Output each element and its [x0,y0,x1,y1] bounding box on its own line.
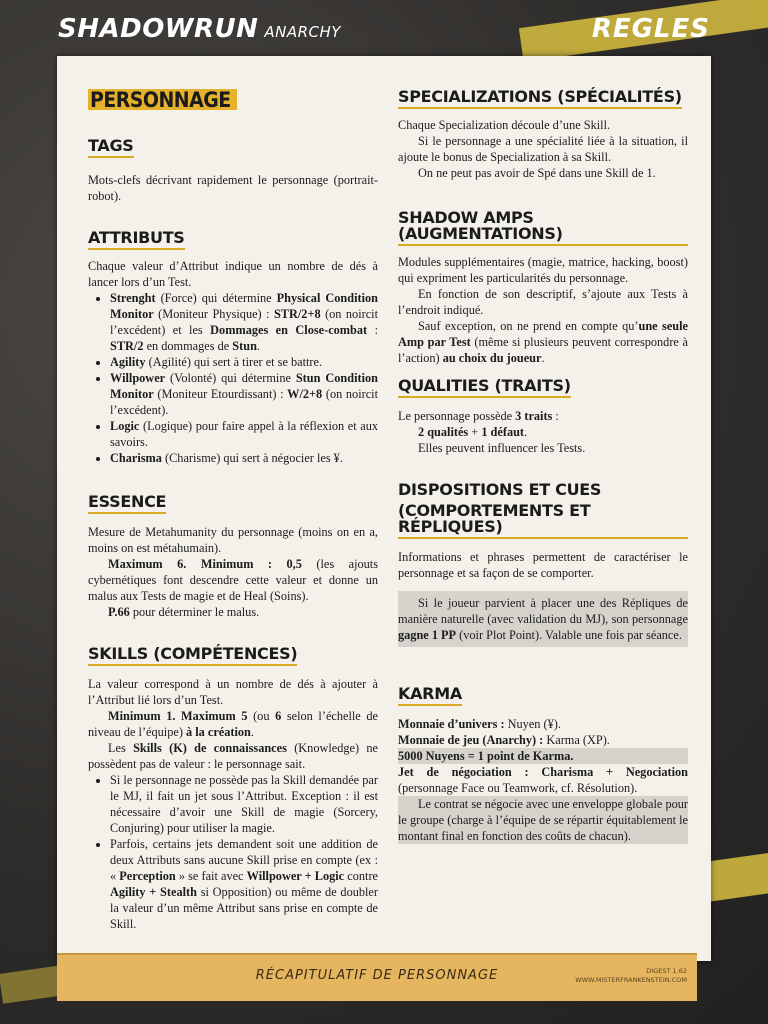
section-dispositions: DISPOSITIONS ET CUES (COMPORTEMENTS ET RÉPLIQUES) Informations et phrases permettent de caractériser le personnage et sa façon de se comporter. Si le joueur parvient à placer une des Répliques de manière naturelle (avec validation du MJ), son personnage gagne 1 PP (voir Plot Point). Valable une fois par séance. [398,482,688,647]
footer-bar [57,953,697,1001]
footer-title: RÉCAPITULATIF DE PERSONNAGE [255,968,499,983]
skills-list [88,772,378,932]
list-item: • Charisma (Charisme) qui sert à négocier les ¥. [110,450,378,466]
section-heading: DISPOSITIONS ET CUES [398,480,602,499]
main-title-block [88,89,378,111]
section-heading: SKILLS (COMPÉTENCES) [88,646,297,666]
list-item: • Parfois, certains jets demandent soit une addition de deux Attributs sans aucune Skill prise en compte (ex : « Perception » se fait avec Willpower + Logic contre Agility + Stealth si Opposition) ou même de doubler la valeur d’un même Attribut sans prise en compte de Skill. [110,836,378,932]
section-essence: ESSENCE Mesure de Metahumanity du personnage (moins on en a, moins on est métahumain). Maximum 6. Minimum : 0,5 (les ajouts cybernétiques font descendre cette valeur et donne un malus aux Tests de magie et de Heal (Soins). P.66 pour déterminer le malus. [88,492,378,619]
section-title: REGLES [591,14,710,44]
list-item: • Strenght (Force) qui détermine Physical Condition Monitor (Moniteur Physique) : STR/2+8 (on noircit l’excédent) et les Dommages en Close-combat : STR/2 en dommages de Stun. [110,290,378,354]
attribute-list [88,290,378,466]
section-attributs: ATTRIBUTS Chaque valeur d’Attribut indique un nombre de dés à lancer lors d’un Test. • Strenght (Force) qui détermine Physical Condition Monitor (Moniteur Physique) : STR/2+8 (on noircit l’excédent) et les Dommages en Close-combat : STR/2 en dommages de Stun. • Agility (Agilité) qui sert à tirer et se battre. • Willpower (Volonté) qui détermine Stun Condition Monitor (Moniteur Etourdissant) : W/2+8 (on noircit l’excédent). • Logic (Logique) pour faire appel à la réflexion et aux savoirs. • Charisma (Charisme) qui sert à négocier les ¥. [88,230,378,466]
section-heading: ATTRIBUTS [88,230,185,250]
section-shadow-amps: SHADOW AMPS (AUGMENTATIONS) Modules supplémentaires (magie, matrice, hacking, boost) qui expriment les particularités du personnage. En fonction de son descriptif, s’ajoute aux Tests à l’endroit indiqué. Sauf exception, on ne prend en compte qu’une seule Amp par Test (même si plusieurs peuvent correspondre à l’action) au choix du joueur. [398,208,689,365]
list-item: • Si le personnage ne possède pas la Skill demandée par le MJ, il fait un jet sous l’Attribut. Exception : il est nécessaire d’avoir une Skill de magie (Sorcery, Conjuring) pour utiliser la magie. [110,772,378,836]
section-qualities: QUALITIES (TRAITS) Le personnage possède 3 traits : 2 qualités + 1 défaut. Elles peuvent influencer les Tests. [398,376,586,455]
section-heading: QUALITIES (TRAITS) [398,378,571,398]
section-heading: KARMA [398,686,462,706]
highlight-box: Si le joueur parvient à placer une des Répliques de manière naturelle (avec validation du MJ), son personnage gagne 1 PP (voir Plot Point). Valable une fois par séance. [398,591,688,647]
section-heading: SHADOW AMPS (AUGMENTATIONS) [398,210,688,246]
section-heading: SPECIALIZATIONS (SPÉCIALITÉS) [398,89,682,109]
list-item: • Willpower (Volonté) qui détermine Stun Condition Monitor (Moniteur Etourdissant) : W/2+8 (on noircit l’excédent). [110,370,378,418]
section-karma: KARMA Monnaie d’univers : Nuyen (¥). Monnaie de jeu (Anarchy) : Karma (XP). 5000 Nuyens = 1 point de Karma. Jet de négociation : Charisma + Negociation (personnage Face ou Teamwork, cf. Résolution). Le contrat se négocie avec une enveloppe globale pour le groupe (charge à l’équipe de se répartir équitablement le montant final en fonction des coûts de chacun). [398,684,688,843]
section-heading: ESSENCE [88,494,166,514]
page-title: PERSONNAGE [88,89,237,110]
section-heading: TAGS [88,138,134,158]
section-heading: (COMPORTEMENTS ET RÉPLIQUES) [398,503,688,539]
list-item: • Logic (Logique) pour faire appel à la réflexion et aux savoirs. [110,418,378,450]
section-tags: TAGS Mots-clefs décrivant rapidement le personnage (portrait-robot). [88,136,378,203]
footer-credits: DIGEST 1.62 WWW.MISTERFRANKENSTEIN.COM [575,967,687,984]
section-specializations: SPECIALIZATIONS (SPÉCIALITÉS) Chaque Specialization découle d’une Skill. Si le personnage a une spécialité liée à la situation, il ajoute le bonus de Specialization à sa Skill. On ne peut pas avoir de Spé dans une Skill de 1. [398,87,688,180]
list-item: • Agility (Agilité) qui sert à tirer et se battre. [110,354,378,370]
brand-logo: SHADOWRUN ANARCHY [58,14,341,44]
section-skills: SKILLS (COMPÉTENCES) La valeur correspond à un nombre de dés à ajouter à l’Attribut lié lors d’un Test. Minimum 1. Maximum 5 (ou 6 selon l’échelle de niveau de l’équipe) à la création. Les Skills (K) de connaissances (Knowledge) ne possèdent pas de valeur : le personnage sait. • Si le personnage ne possède pas la Skill demandée par le MJ, il fait un jet sous l’Attribut. Exception : il est nécessaire d’avoir une Skill de magie (Sorcery, Conjuring) pour utiliser la magie. • Parfois, certains jets demandent soit une addition de deux Attributs sans aucune Skill prise en compte (ex : « Perception » se fait avec Willpower + Logic contre Agility + Stealth si Opposition) ou même de doubler la valeur d’un même Attribut sans prise en compte de Skill. [88,646,378,932]
